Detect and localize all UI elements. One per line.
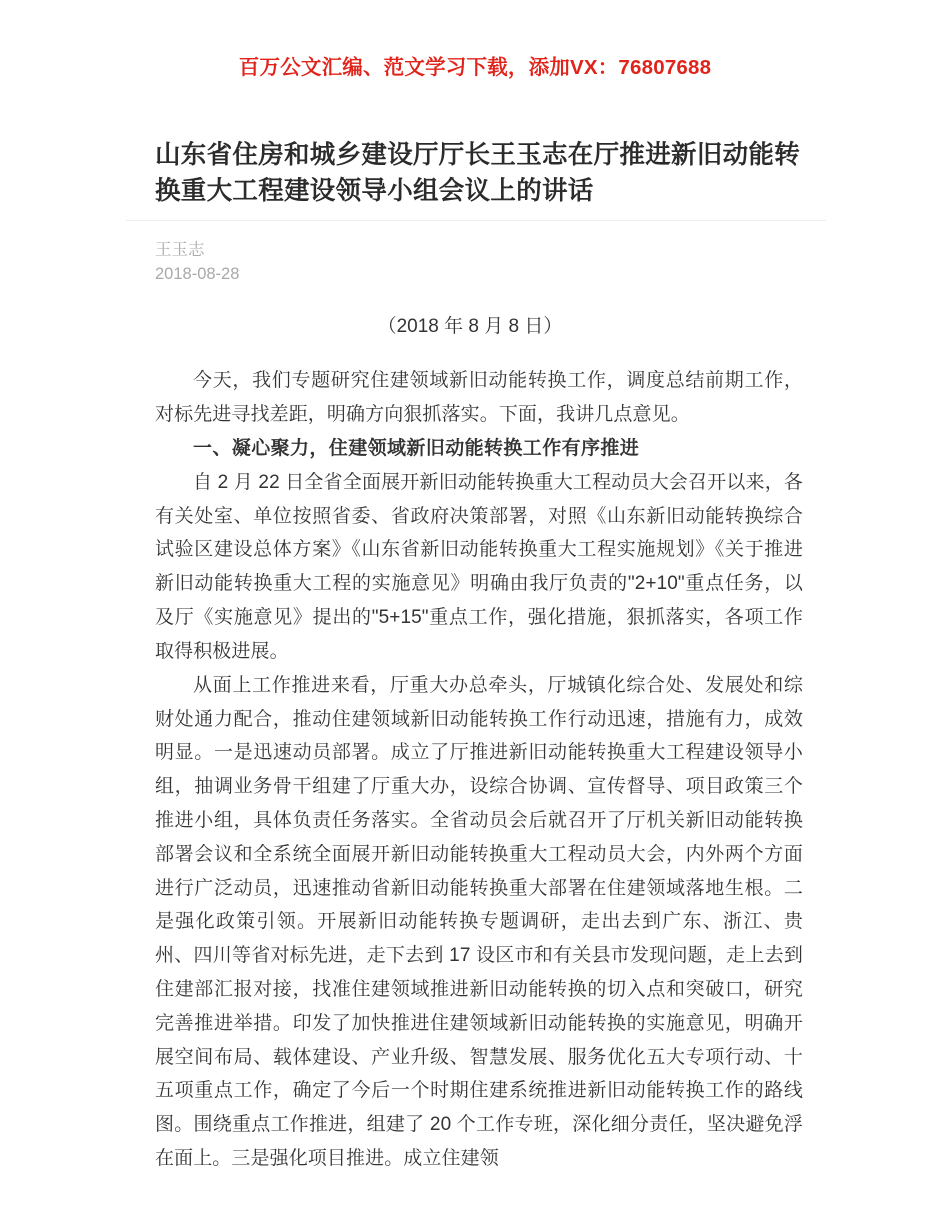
dateline: （2018 年 8 月 8 日） <box>377 316 563 337</box>
section-heading-one: 一、凝心聚力，住建领域新旧动能转换工作有序推进 <box>193 438 640 460</box>
document-header <box>155 137 803 209</box>
document-metadata <box>155 238 239 287</box>
promo-banner-text: 百万公文汇编、范文学习下载，添加VX：76807688 <box>238 56 712 79</box>
document-body <box>155 312 803 1176</box>
paragraph-body-1: 自 2 月 22 日全省全面展开新旧动能转换重大工程动员大会召开以来，各有关处室、单位按照省委、省政府决策部署，对照《山东新旧动能转换综合试验区建设总体方案》《山东省新旧动能转换重大工程实施规划》《关于推进新旧动能转换重大工程的实施意见》明确由我厅负责的"2+10"重点任务，以及厅《实施意见》提出的"5+15"重点工作，强化措施，狠抓落实，各项工作取得积极进展。 <box>155 471 803 662</box>
header-divider <box>126 220 826 221</box>
publish-date: 2018-08-28 <box>155 265 240 284</box>
page-title: 山东省住房和城乡建设厅厅长王玉志在厅推进新旧动能转换重大工程建设领导小组会议上的讲话 <box>155 141 801 206</box>
paragraph-intro: 今天，我们专题研究住建领域新旧动能转换工作，调度总结前期工作，对标先进寻找差距，明确方向狠抓落实。下面，我讲几点意见。 <box>155 370 803 426</box>
author-name: 王玉志 <box>155 241 205 259</box>
paragraph-body-2: 从面上工作推进来看，厅重大办总牵头，厅城镇化综合处、发展处和综财处通力配合，推动住建领域新旧动能转换工作行动迅速，措施有力，成效明显。一是迅速动员部署。成立了厅推进新旧动能转换重大工程建设领导小组，抽调业务骨干组建了厅重大办，设综合协调、宣传督导、项目政策三个推进小组，具体负责任务落实。全省动员会后就召开了厅机关新旧动能转换部署会议和全系统全面展开新旧动能转换重大工程动员大会，内外两个方面进行广泛动员，迅速推动省新旧动能转换重大部署在住建领域落地生根。二是强化政策引领。开展新旧动能转换专题调研，走出去到广东、浙江、贵州、四川等省对标先进，走下去到 17 设区市和有关县市发现问题，走上去到住建部汇报对接，找准住建领域推进新旧动能转换的切入点和突破口，研究完善推进举措。印发了加快推进住建领域新旧动能转换的实施意见，明确开展空间布局、载体建设、产业升级、智慧发展、服务优化五大专项行动、十五项重点工作，确定了今后一个时期住建系统推进新旧动能转换工作的路线图。围绕重点工作推进，组建了 20 个工作专班，深化细分责任，坚决避免浮在面上。三是强化项目推进。成立住建领 <box>155 674 803 1170</box>
